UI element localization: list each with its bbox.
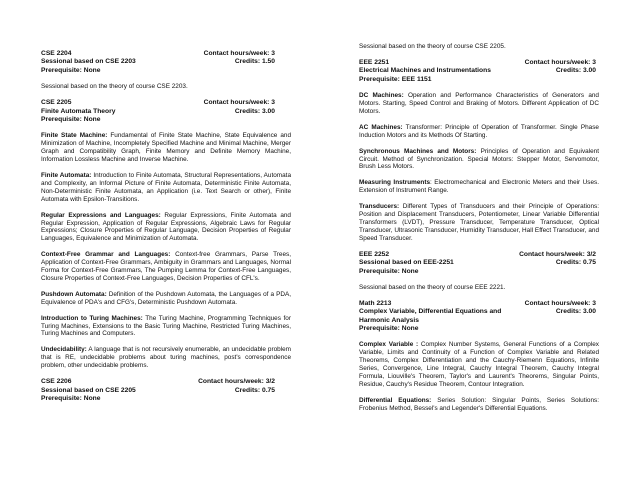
topic-heading: Finite Automata: [41,171,92,179]
course-description: Sessional based on the theory of course CSE 2203. [41,83,188,91]
spacer [41,283,291,291]
prerequisite [359,268,599,276]
course-header-row [41,387,291,395]
course-title: Sessional based on CSE 2203 [41,58,136,66]
topic-paragraph [41,132,291,164]
course-header-row [359,259,599,267]
course-code: CSE 2205 [41,99,72,107]
topic-heading: Measuring Instruments [359,179,431,187]
spacer [41,243,291,251]
prerequisite-text: Prerequisite: None [41,115,101,123]
spacer [359,140,599,148]
course-title: Sessional based on CSE 2205 [41,386,136,394]
topic-body: A language that is not recursively enumerable, an undecidable problem that is RE, undecidable problems about turing machines, post's correspondence problem, other undecidable problems. [41,346,291,370]
topic-heading: Context-Free Grammar and Languages: [41,251,171,259]
prerequisite-text: Prerequisite: None [359,325,419,333]
course-description: Sessional based on the theory of course EEE 2221. [359,283,506,291]
course-title: Sessional based on EEE-2251 [359,259,454,267]
spacer [41,91,291,99]
spacer [359,333,599,341]
spacer [41,204,291,212]
prerequisite-text: Prerequisite: EEE 1151 [359,75,432,83]
topic-heading: Finite State Machine: [41,132,108,140]
spacer [359,116,599,124]
credits: Credits: 0.75 [234,386,275,394]
course-header-math2213 [359,300,599,308]
topic-body: Fundamental of Finite State Machine, State Equivalence and Minimization of Machine, Incompletely Specified Machine and Minimal Machine, Merger Graph and Compatibility Graph, Finite Memory and Definite Memory Machine, Information Lossless Machine and Inverse Machine. [41,132,291,164]
topic-heading: Pushdown Automata: [41,290,107,298]
topic-paragraph [41,251,291,283]
prerequisite-text: Prerequisite: None [41,66,101,74]
topic-body: Operation and Performance Characteristics of Generators and Motors. Starting, Speed Control and Braking of Motors. Different Application of DC Motors. [359,92,599,115]
course-header-row [41,108,291,116]
contact-hours: Contact hours/week: 3 [524,58,596,66]
topic-body: Introduction to Finite Automata, Structural Representations, Automata and Complexity, an Informal Picture of Finite Automata, Deterministic Finite Automata, Non-Deterministic Finite Automata, an Application (i.e. Text Search or other), Finite Automata with Epsilon-Transitions. [41,171,292,203]
prerequisite [359,325,599,333]
topic-paragraph [41,291,291,307]
contact-hours: Contact hours/week: 3 [203,50,275,57]
right-column [359,43,599,413]
spacer [41,164,291,172]
topic-heading: Introduction to Turing Machines: [41,314,143,322]
contact-hours: Contact hours/week: 3/2 [519,250,596,258]
topic-heading: Synchronous Machines and Motors: [359,147,477,155]
topic-heading: Transducers: [359,203,400,211]
course-code: EEE 2251 [359,58,390,66]
course-title: Complex Variable, Differential Equations and Harmonic Analysis [359,308,502,324]
spacer [359,276,599,284]
spacer [41,370,291,378]
course-title: Finite Automata Theory [41,107,116,115]
course-description: Sessional based on the theory of course CSE 2205. [359,43,506,50]
credits: Credits: 0.75 [555,259,596,267]
topic-body: The Turing Machine, Programming Techniques for Turing Machines, Extensions to the Basic Turing Machine, Restricted Turing Machines, Turing Machines and Computers. [41,314,291,338]
topic-body: Complex Number Systems, General Functions of a Complex Variable, Limits and Continuity of a Function of Complex Variable and Related Theorems, Complex Differentiation and the Cauchy-Riemenn Equations, Infinite Series, Convergence, Line Integral, Cauchy Integral Theorem, Cauchy Integral Formula, Liouville's Theorem, Taylor's and Laurent's Theorems, Singular Points, Residue, Cauchy's Residue Theorem, Contour Integration. [359,341,599,388]
spacer [359,195,599,203]
credits: Credits: 3.00 [555,308,596,316]
spacer [41,338,291,346]
contact-hours: Contact hours/week: 3 [524,299,596,307]
topic-body: Principles of Operation and Equivalent Circuit. Method of Synchronization. Special Motors: Stepper Motor, Servomotor, Brush Less Motors. [359,147,600,171]
spacer [41,75,291,83]
course-header-eee2252 [359,251,599,259]
prerequisite [41,395,291,403]
contact-hours: Contact hours/week: 3 [203,99,275,107]
course-header-row [359,67,599,75]
topic-heading: Regular Expressions and Languages: [41,211,161,219]
spacer [359,84,599,92]
spacer [359,243,599,251]
spacer [359,51,599,59]
prerequisite-text: Prerequisite: None [41,394,101,402]
course-header-row [359,308,599,325]
course-code: EEE 2252 [359,250,390,258]
contact-hours: Contact hours/week: 3/2 [198,378,275,386]
course-header-cse2205 [41,99,291,107]
course-header-cse2204 [41,50,291,58]
topic-heading: Complex Variable : [359,341,419,349]
topic-heading: Differential Equations: [359,396,432,404]
left-column [41,50,291,403]
spacer [359,171,599,179]
topic-body: : Electromechanical and Electronic Meters and their Uses. Extension of Instrument Range. [359,179,599,195]
topic-heading: Undecidability: [41,346,87,354]
credits: Credits: 3.00 [234,107,275,115]
course-code: CSE 2206 [41,378,72,386]
topic-body: Regular Expressions, Finite Automata and Regular Expression, Application of Regular Expressions, Algebraic Laws for Regular Expressions; Closure Properties of Regular Language, Decision Properties of Regular Languages, Equivalence and Minimization of Automata. [41,211,291,243]
topic-paragraph [359,148,599,172]
course-code: CSE 2204 [41,50,72,57]
course-header-cse2206 [41,378,291,386]
topic-paragraph [41,172,291,204]
topic-paragraph [359,397,599,413]
prerequisite [359,76,599,84]
spacer [359,292,599,300]
topic-paragraph [359,179,599,195]
topic-paragraph [41,346,291,370]
topic-body: Transformer: Principle of Operation of Transformer. Single Phase Induction Motors and its Methods Of Starting. [359,123,599,139]
topic-body: Context-free Grammars, Parse Trees, Application of Context-Free Grammars, Ambiguity in Grammars and Languages, Normal Forma for Context-Free Grammars, The Pumping Lemma for Context-Free Languages, Closure Properties of Context-Free Languages, Decision Properties of CFL's. [41,251,291,282]
credits: Credits: 1.50 [234,58,275,66]
prerequisite [41,116,291,124]
topic-paragraph [359,124,599,140]
topic-paragraph [41,315,291,339]
prerequisite [41,67,291,75]
spacer [359,389,599,397]
topic-body: Definition of the Pushdown Automata, the Languages of a PDA, Equivalence of PDA's and CFG's, Deterministic Pushdown Automata. [41,290,291,306]
spacer [41,124,291,132]
topic-heading: DC Machines: [359,92,404,100]
topic-paragraph [41,212,291,244]
topic-body: Different Types of Transducers and their Principle of Operations: Position and Displacement Transducers, Potentiometer, Linear Variable Differential Transformers (LVDT), Pressure Transducer, Temperature Transducer, Optical Transducer, Ultrasonic Transducer, Humidity Transducer, Hall Effect Transducer, and Speed Transducer. [359,203,599,242]
spacer [41,307,291,315]
course-header-row [41,58,291,66]
prerequisite-text: Prerequisite: None [359,267,419,275]
topic-paragraph [359,341,599,388]
course-title: Electrical Machines and Instrumentations [359,67,491,75]
course-code: Math 2213 [359,299,392,307]
topic-paragraph [359,203,599,243]
topic-heading: AC Machines: [359,123,403,131]
course-header-eee2251 [359,59,599,67]
credits: Credits: 3.00 [555,67,596,75]
topic-body: Series Solution: Singular Points, Series Solutions: Frobenius Method, Bessel's and Legender's Differential Equations. [359,396,599,412]
topic-paragraph [359,92,599,116]
